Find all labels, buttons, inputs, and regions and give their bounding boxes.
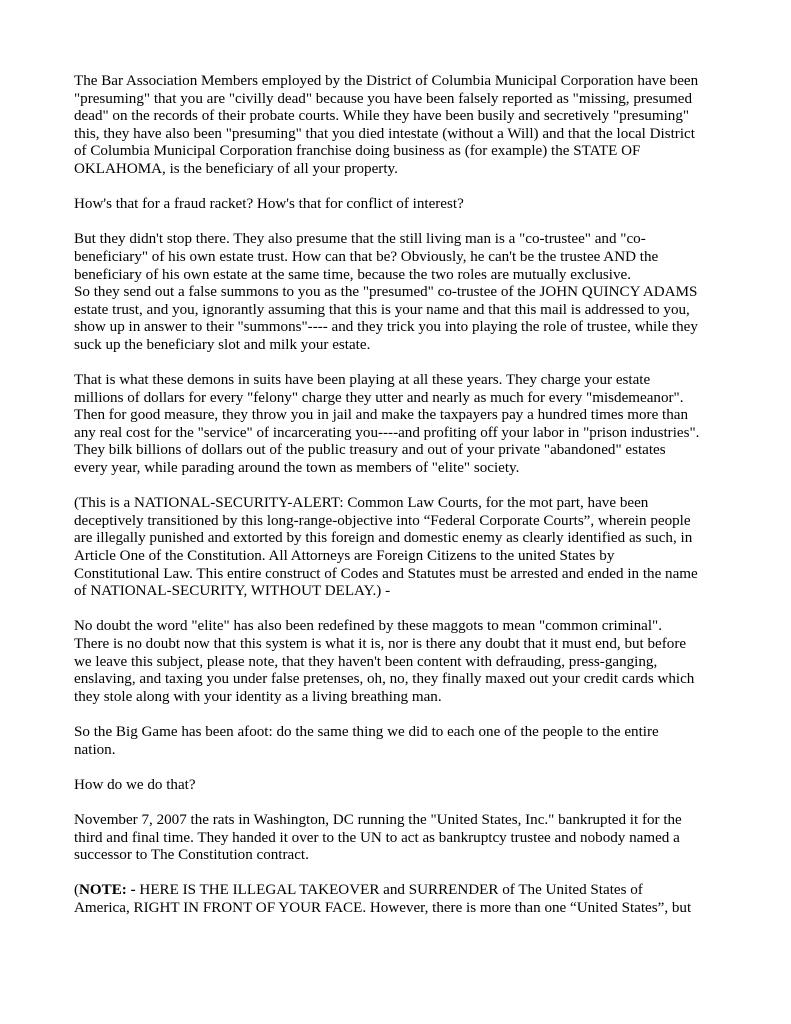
note-line-2: America, RIGHT IN FRONT OF YOUR FACE. However, there is more than one “United States”, but bbox=[74, 899, 692, 916]
body-paragraph bbox=[74, 777, 724, 795]
paragraph-line: So the Big Game has been afoot: do the same thing we did to each one of the people to the entire bbox=[74, 723, 659, 740]
note-paragraph bbox=[74, 882, 724, 917]
body-paragraph bbox=[74, 196, 724, 214]
paragraph-line: deceptively transitioned by this long-range-objective into “Federal Corporate Courts”, wherein people bbox=[74, 512, 691, 529]
paragraph-line: any real cost for the "service" of incarcerating you----and profiting off your labor in "prison industries". bbox=[74, 424, 700, 441]
paragraph-line: beneficiary of his own estate at the same time, because the two roles are mutually exclusive. bbox=[74, 266, 632, 283]
body-paragraph bbox=[74, 231, 724, 354]
paragraph-line: beneficiary" of his own estate trust. How can that be? Obviously, he can't be the trustee AND the bbox=[74, 248, 659, 265]
document-page bbox=[74, 73, 724, 935]
paragraph-line: we leave this subject, please note, that they haven't been content with defrauding, press-ganging, bbox=[74, 653, 658, 670]
note-open-paren: ( bbox=[74, 882, 80, 899]
paragraph-line: OKLAHOMA, is the beneficiary of all your property. bbox=[74, 160, 398, 177]
paragraph-line: nation. bbox=[74, 741, 116, 758]
paragraph-line: show up in answer to their "summons"---- and they trick you into playing the role of trustee, while they bbox=[74, 319, 698, 336]
paragraph-line: this, they have also been "presuming" that you died intestate (without a Will) and that the local District bbox=[74, 125, 695, 142]
paragraph-line: How do we do that? bbox=[74, 776, 196, 793]
body-paragraph bbox=[74, 724, 724, 759]
paragraph-line: November 7, 2007 the rats in Washington, DC running the "United States, Inc." bankrupted it for the bbox=[74, 811, 682, 828]
paragraph-line: So they send out a false summons to you as the "presumed" co-trustee of the JOHN QUINCY ADAMS bbox=[74, 284, 698, 301]
body-paragraph bbox=[74, 812, 724, 865]
paragraph-line: successor to The Constitution contract. bbox=[74, 847, 309, 864]
paragraph-line: Article One of the Constitution. All Attorneys are Foreign Citizens to the united States by bbox=[74, 548, 615, 565]
paragraph-line: Then for good measure, they throw you in jail and make the taxpayers pay a hundred times more than bbox=[74, 407, 689, 424]
paragraph-line: But they didn't stop there. They also presume that the still living man is a "co-trustee" and "co- bbox=[74, 231, 646, 248]
paragraph-line: (This is a NATIONAL-SECURITY-ALERT: Common Law Courts, for the mot part, have been bbox=[74, 495, 649, 512]
paragraph-line: they stole along with your identity as a living breathing man. bbox=[74, 688, 442, 705]
body-paragraph bbox=[74, 73, 724, 179]
paragraph-line: The Bar Association Members employed by the District of Columbia Municipal Corporation have been bbox=[74, 73, 699, 89]
paragraph-line: "presuming" that you are "civilly dead" because you have been falsely reported as "missing, presumed bbox=[74, 90, 693, 107]
paragraph-line: millions of dollars for every "felony" charge they utter and nearly as much for every "misdemeanor". bbox=[74, 389, 684, 406]
paragraph-line: of Columbia Municipal Corporation franchise doing business as (for example) the STATE OF bbox=[74, 143, 641, 160]
body-paragraph bbox=[74, 495, 724, 601]
paragraph-line: estate trust, and you, ignorantly assuming that this is your name and that this mail is addressed to you, bbox=[74, 301, 690, 318]
paragraph-line: of NATIONAL-SECURITY, WITHOUT DELAY.) - bbox=[74, 583, 391, 600]
paragraph-line: That is what these demons in suits have been playing at all these years. They charge your estate bbox=[74, 372, 651, 389]
document-body bbox=[74, 73, 724, 865]
paragraph-line: How's that for a fraud racket? How's that for conflict of interest? bbox=[74, 196, 464, 213]
paragraph-line: There is no doubt now that this system is what it is, nor is there any doubt that it must end, but before bbox=[74, 636, 687, 652]
body-paragraph bbox=[74, 618, 724, 706]
paragraph-line: enslaving, and taxing you under false pretenses, oh, no, they finally maxed out your credit cards which bbox=[74, 671, 695, 688]
body-paragraph bbox=[74, 372, 724, 478]
paragraph-line: every year, while parading around the town as members of "elite" society. bbox=[74, 460, 520, 477]
paragraph-line: suck up the beneficiary slot and milk your estate. bbox=[74, 336, 371, 353]
paragraph-line: third and final time. They handed it over to the UN to act as bankruptcy trustee and nobody named a bbox=[74, 829, 680, 846]
note-line-1 bbox=[74, 882, 724, 900]
paragraph-line: Constitutional Law. This entire construct of Codes and Statutes must be arrested and ended in the name bbox=[74, 565, 698, 582]
paragraph-line: They bilk billions of dollars out of the public treasury and out of your private "abandoned" estates bbox=[74, 442, 666, 459]
paragraph-line: No doubt the word "elite" has also been redefined by these maggots to mean "common criminal". bbox=[74, 618, 662, 635]
paragraph-line: are illegally punished and extorted by this foreign and domestic enemy as clearly identified as such, in bbox=[74, 530, 693, 547]
note-label: NOTE: - bbox=[79, 882, 136, 899]
note-line-1-text: HERE IS THE ILLEGAL TAKEOVER and SURRENDER of The United States of bbox=[135, 882, 643, 899]
paragraph-line: dead" on the records of their probate courts. While they have been busily and secretively "presuming" bbox=[74, 108, 690, 125]
